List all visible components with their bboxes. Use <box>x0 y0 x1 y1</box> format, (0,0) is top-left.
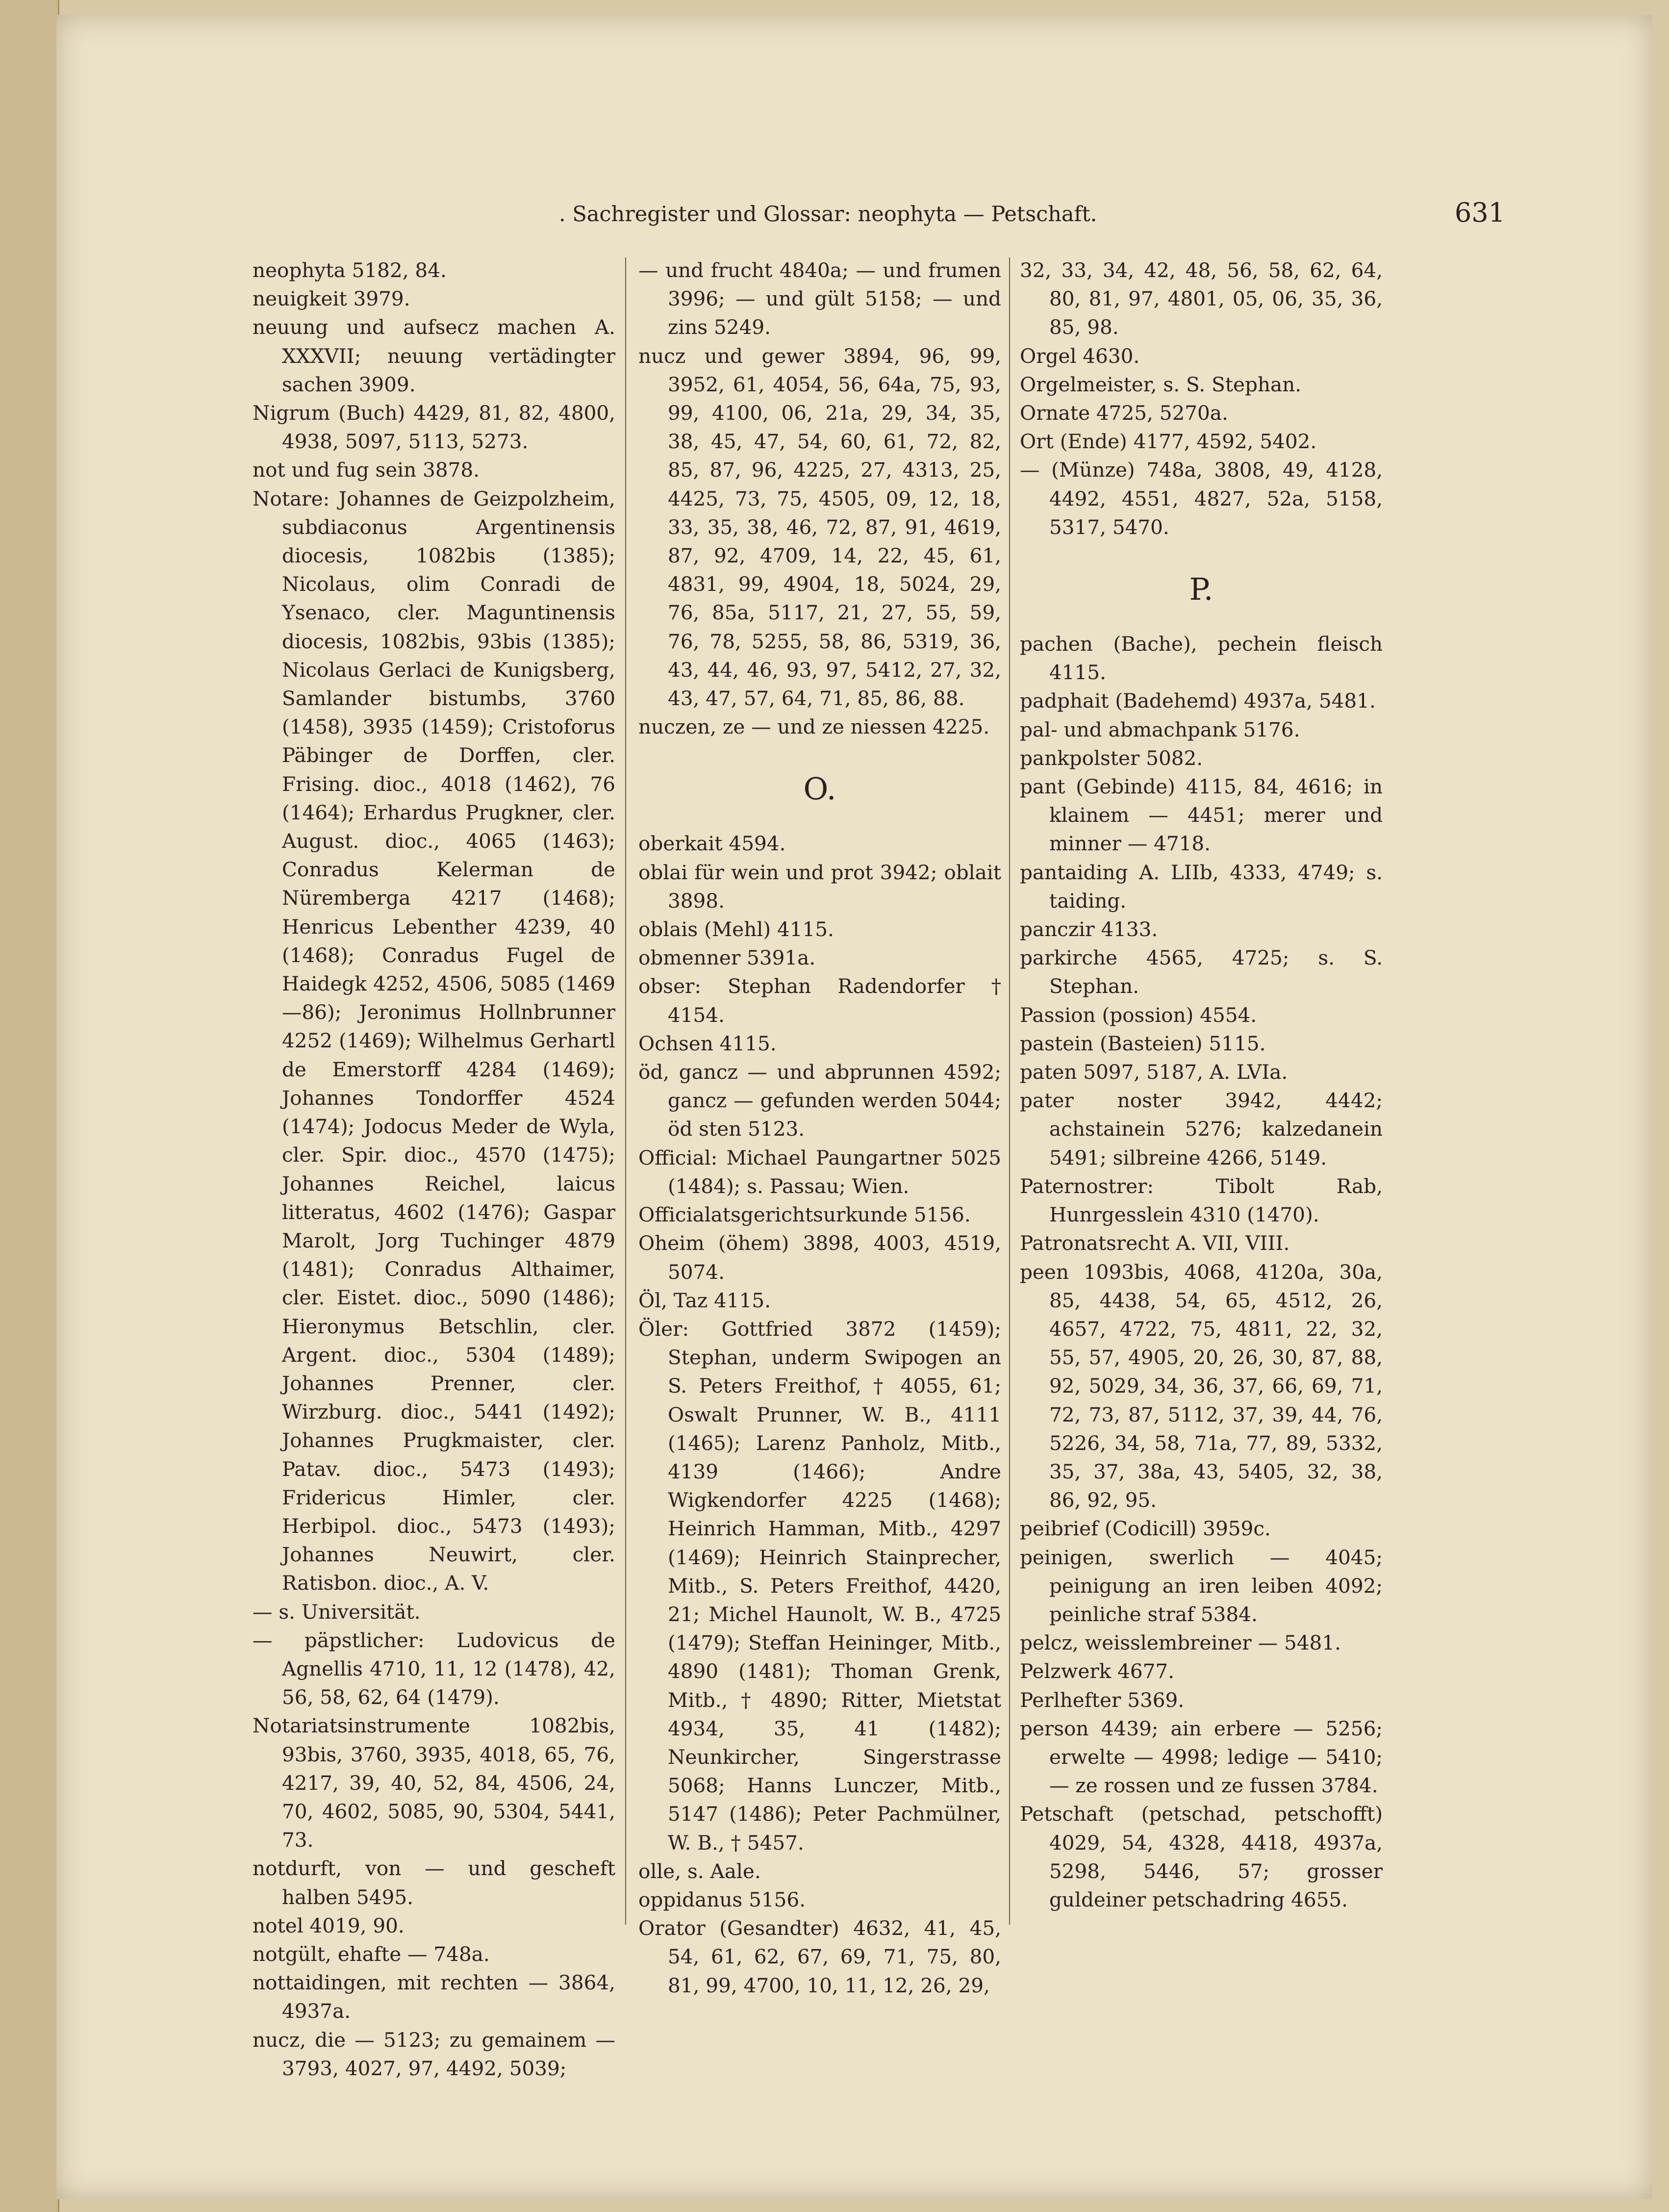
index-entry: oblais (Mehl) 4115. <box>638 917 834 941</box>
index-entry: obmenner 5391a. <box>638 946 816 970</box>
index-entry: nucz und gewer 3894, 96, 99, 3952, 61, 4054, 56, 64a, 75, 93, 99, 4100, 06, 21a, 29, 34, 35, 38, 45, 47, 54, 60, 61, 72, 82, 85, 87, 96, 4225, 27, 4313, 25, 4425, 73, 75, 4505, 09, 12, 18, 33, 35, 38, 46, 72, 87, 91, 4619, 87, 92, 4709, 14, 22, 45, 61, 4831, 99, 4904, 18, 5024, 29, 76, 85a, 5117, 21, 27, 55, 59, 76, 78, 5255, 58, 86, 5319, 36, 43, 44, 46, 93, 97, 5412, 27, 32, 43, 47, 57, 64, 71, 85, 86, 88. <box>638 344 1001 711</box>
index-entry: neuigkeit 3979. <box>253 287 410 311</box>
index-entry: Patronatsrecht A. VII, VIII. <box>1020 1231 1290 1255</box>
index-entry: Öl, Taz 4115. <box>638 1288 771 1312</box>
index-entry: Ort (Ende) 4177, 4592, 5402. <box>1020 430 1317 454</box>
column-1 <box>253 256 615 2083</box>
index-entry: pal- und abmachpank 5176. <box>1020 717 1300 741</box>
index-entry: peinigen, swerlich — 4045; peinigung an iren leiben 4092; peinliche straf 5384. <box>1020 1545 1383 1626</box>
index-entry: pater noster 3942, 4442; achstainein 5276; kalzedanein 5491; silbreine 4266, 5149. <box>1020 1089 1383 1170</box>
index-entry: — päpstlicher: Ludovicus de Agnellis 4710, 11, 12 (1478), 42, 56, 58, 62, 64 (1479). <box>253 1628 615 1709</box>
column-2 <box>638 256 1001 2000</box>
index-entry: paten 5097, 5187, A. LVIa. <box>1020 1060 1288 1084</box>
index-entry: Notariatsinstrumente 1082bis, 93bis, 3760, 3935, 4018, 65, 76, 4217, 39, 40, 52, 84, 4506, 24, 70, 4602, 5085, 90, 5304, 5441, 73. <box>253 1714 615 1852</box>
index-entry: pant (Gebinde) 4115, 84, 4616; in klainem — 4451; merer und minner — 4718. <box>1020 775 1383 856</box>
index-entry: peibrief (Codicill) 3959c. <box>1020 1517 1271 1541</box>
column-rule <box>625 257 626 1925</box>
section-heading-o: O. <box>803 771 836 807</box>
index-entry: Passion (possion) 4554. <box>1020 1003 1257 1027</box>
index-entry: — und frucht 4840a; — und frumen 3996; — und gült 5158; — und zins 5249. <box>638 258 1001 339</box>
index-entry: Oheim (öhem) 3898, 4003, 4519, 5074. <box>638 1231 1001 1284</box>
index-entry: öd, gancz — und abprunnen 4592; gancz — gefunden werden 5044; öd sten 5123. <box>638 1060 1001 1141</box>
index-entry: obser: Stephan Radendorfer † 4154. <box>638 974 1001 1027</box>
index-entry: — s. Universität. <box>253 1600 421 1624</box>
index-entry: Öler: Gottfried 3872 (1459); Stephan, underm Swipogen an S. Peters Freithof, † 4055, 61; Oswalt Prunner, W. B., 4111 (1465); Larenz Panholz, Mitb., 4139 (1466); Andre Wigkendorfer 4225 (1468); Heinrich Hamman, Mitb., 4297 (1469); Heinrich Stainprecher, Mitb., S. Peters Freithof, 4420, 21; Michel Haunolt, W. B., 4725 (1479); Steffan Heininger, Mitb., 4890 (1481); Thoman Grenk, Mitb., † 4890; Ritter, Mietstat 4934, 35, 41 (1482); Neunkircher, Singerstrasse 5068; Hanns Lunczer, Mitb., 5147 (1486); Peter Pachmülner, W. B., † 5457. <box>638 1317 1001 1855</box>
index-entry: Notare: Johannes de Geizpolzheim, subdiaconus Argentinensis diocesis, 1082bis (1385); Nicolaus, olim Conradi de Ysenaco, cler. Maguntinensis diocesis, 1082bis, 93bis (1385); Nicolaus Gerlaci de Kunigsberg, Samlander bistumbs, 3760 (1458), 3935 (1459); Cristoforus Päbinger de Dorffen, cler. Frising. dioc., 4018 (1462), 76 (1464); Erhardus Prugkner, cler. August. dioc., 4065 (1463); Conradus Kelerman de Nüremberga 4217 (1468); Henricus Lebenther 4239, 40 (1468); Conradus Fugel de Haidegk 4252, 4506, 5085 (1469—86); Jeronimus Hollnbrunner 4252 (1469); Wilhelmus Gerhartl de Emerstorff 4284 (1469); Johannes Tondorffer 4524 (1474); Jodocus Meder de Wyla, cler. Spir. dioc., 4570 (1475); Johannes Reichel, laicus litteratus, 4602 (1476); Gaspar Marolt, Jorg Tuchinger 4879 (1481); Conradus Althaimer, cler. Eistet. dioc., 5090 (1486); Hieronymus Betschlin, cler. Argent. dioc., 5304 (1489); Johannes Prenner, cler. Wirzburg. dioc., 5441 (1492); Johannes Prugkmaister, cler. Patav. dioc., 5473 (1493); Fridericus Himler, cler. Herbipol. dioc., 5473 (1493); Johannes Neuwirt, cler. Ratisbon. dioc., A. V. <box>253 486 615 1595</box>
index-entry: Ornate 4725, 5270a. <box>1020 401 1228 425</box>
page-number: 631 <box>1454 197 1505 228</box>
index-entry: person 4439; ain erbere — 5256; erwelte — 4998; ledige — 5410; — ze rossen und ze fussen 3784. <box>1020 1716 1383 1798</box>
index-entry: pankpolster 5082. <box>1020 746 1203 770</box>
page-gutter <box>0 0 59 2212</box>
index-entry: oppidanus 5156. <box>638 1887 806 1911</box>
index-entry: notel 4019, 90. <box>253 1913 405 1937</box>
section-heading-p: P. <box>1189 571 1214 608</box>
index-entry: Pelzwerk 4677. <box>1020 1659 1175 1683</box>
index-entry: Paternostrer: Tibolt Rab, Hunrgesslein 4310 (1470). <box>1020 1174 1383 1227</box>
index-entry: Ochsen 4115. <box>638 1031 777 1055</box>
index-entry: Orgel 4630. <box>1020 344 1140 368</box>
index-entry: — (Münze) 748a, 3808, 49, 4128, 4492, 4551, 4827, 52a, 5158, 5317, 5470. <box>1020 458 1383 539</box>
index-entry: Perlhefter 5369. <box>1020 1688 1185 1712</box>
index-entry: pantaiding A. LIIb, 4333, 4749; s. taiding. <box>1020 860 1383 913</box>
index-entry: Nigrum (Buch) 4429, 81, 82, 4800, 4938, 5097, 5113, 5273. <box>253 401 615 454</box>
header-title: . Sachregister und Glossar: neophyta — Petschaft. <box>559 202 1097 227</box>
index-entry: Orgelmeister, s. S. Stephan. <box>1020 372 1302 396</box>
index-entry: Orator (Gesandter) 4632, 41, 45, 54, 61, 62, 67, 69, 71, 75, 80, 81, 99, 4700, 10, 11, 12, 26, 29, <box>638 1916 1001 1997</box>
index-entry: nuczen, ze — und ze niessen 4225. <box>638 715 990 739</box>
index-entry: nucz, die — 5123; zu gemainem — 3793, 4027, 97, 4492, 5039; <box>253 2028 615 2080</box>
index-entry: notgült, ehafte — 748a. <box>253 1942 490 1966</box>
index-entry: Petschaft (petschad, petschofft) 4029, 54, 4328, 4418, 4937a, 5298, 5446, 57; grosser guldeiner petschadring 4655. <box>1020 1802 1383 1911</box>
index-entry: parkirche 4565, 4725; s. S. Stephan. <box>1020 946 1383 998</box>
column-rule <box>1009 257 1010 1925</box>
index-entry: neuung und aufsecz machen A. XXXVII; neuung vertädingter sachen 3909. <box>253 315 615 396</box>
index-entry: panczir 4133. <box>1020 917 1158 941</box>
index-entry: notdurft, von — und gescheft halben 5495. <box>253 1856 615 1909</box>
column-3 <box>1020 256 1383 1914</box>
index-entry: peen 1093bis, 4068, 4120a, 30a, 85, 4438, 54, 65, 4512, 26, 4657, 4722, 75, 4811, 22, 32, 55, 57, 4905, 20, 26, 30, 87, 88, 92, 5029, 34, 36, 37, 66, 69, 71, 72, 73, 87, 5112, 37, 39, 44, 76, 5226, 34, 58, 71a, 77, 89, 5332, 35, 37, 38a, 43, 5405, 32, 38, 86, 92, 95. <box>1020 1260 1383 1512</box>
index-entry: nottaidingen, mit rechten — 3864, 4937a. <box>253 1971 615 2023</box>
index-entry: pastein (Basteien) 5115. <box>1020 1031 1266 1055</box>
index-entry: Official: Michael Paungartner 5025 (1484); s. Passau; Wien. <box>638 1145 1001 1198</box>
index-entry: neophyta 5182, 84. <box>253 258 447 282</box>
index-entry: padphait (Badehemd) 4937a, 5481. <box>1020 689 1376 713</box>
index-entry: pachen (Bache), pechein fleisch 4115. <box>1020 632 1383 685</box>
index-entry: Officialatsgerichtsurkunde 5156. <box>638 1203 971 1227</box>
index-entry: 32, 33, 34, 42, 48, 56, 58, 62, 64, 80, 81, 97, 4801, 05, 06, 35, 36, 85, 98. <box>1020 258 1383 339</box>
index-entry: not und fug sein 3878. <box>253 458 480 482</box>
index-entry: oberkait 4594. <box>638 832 786 856</box>
index-entry: oblai für wein und prot 3942; oblait 3898. <box>638 860 1001 913</box>
index-entry: pelcz, weisslembreiner — 5481. <box>1020 1631 1341 1655</box>
index-entry: olle, s. Aale. <box>638 1859 761 1883</box>
